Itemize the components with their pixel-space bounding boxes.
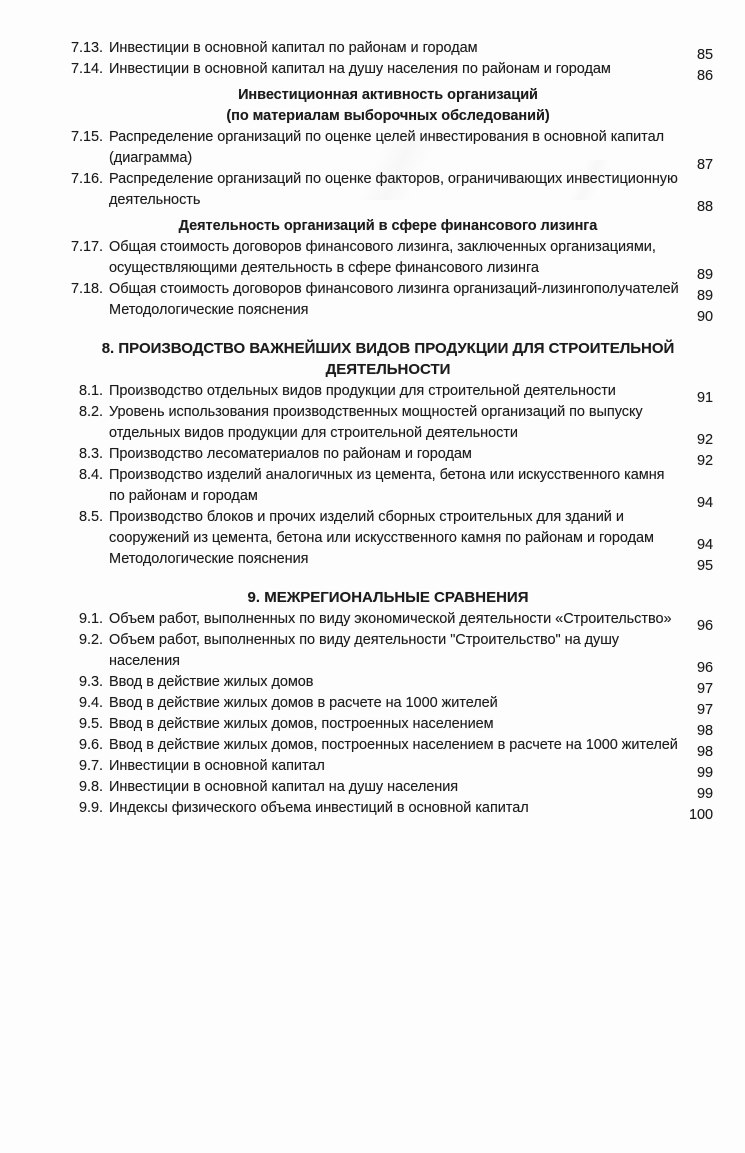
table-of-contents [0,38,745,823]
toc-entry-title-line: Объем работ, выполненных по виду экономической деятельности «Строительство» [109,611,672,627]
toc-entry [63,279,713,304]
toc-entry-number: 7.16. [71,171,103,187]
toc-entry-title-line: деятельность [109,192,201,208]
toc-entry [63,300,713,325]
toc-entry-title-line: Объем работ, выполненных по виду деятельности "Строительство" на душу [109,632,619,648]
toc-entry-page-number: 95 [696,558,713,574]
toc-entry-title [103,381,667,402]
toc-entry-number: 9.1. [79,611,103,627]
toc-entry [63,798,713,823]
toc-entry-page-number: 86 [696,68,713,84]
toc-entry-title-line: Индексы физического объема инвестиций в основной капитал [109,800,529,816]
toc-entry-title-line: Инвестиции в основной капитал на душу населения [109,779,459,795]
heading-line: 9. МЕЖРЕГИОНАЛЬНЫЕ СРАВНЕНИЯ [247,589,529,606]
toc-entry-page-number: 99 [696,765,713,781]
toc-entry-page-number: 85 [696,47,713,63]
toc-entry-title-line: осуществляющими деятельность в сфере финансового лизинга [109,260,539,276]
toc-entry-page-number: 89 [696,267,713,283]
toc-entry-page-number: 97 [696,681,713,697]
toc-entry-title [103,127,667,169]
toc-entry [63,549,713,574]
toc-entry [63,609,713,634]
toc-entry-number: 7.14. [71,61,103,77]
heading-line: ДЕЯТЕЛЬНОСТИ [325,361,451,378]
toc-entry [63,127,713,173]
toc-entry [63,169,713,215]
toc-entry-title-line: Производство отдельных видов продукции для строительной деятельности [109,383,616,399]
toc-entry [63,630,713,676]
toc-entry-page-number: 89 [696,288,713,304]
toc-entry-page-number: 99 [696,786,713,802]
toc-entry-title-line: Ввод в действие жилых домов, построенных населением [109,716,494,732]
toc-entry-page-number: 94 [696,495,713,511]
toc-entry-number: 9.3. [79,674,103,690]
toc-entry-title-line: Производство лесоматериалов по районам и городам [109,446,472,462]
heading-line: (по материалам выборочных обследований) [226,108,550,124]
heading-line: 8. ПРОИЗВОДСТВО ВАЖНЕЙШИХ ВИДОВ ПРОДУКЦИИ ДЛЯ СТРОИТЕЛЬНОЙ [101,340,675,357]
toc-entry-title [103,237,667,279]
toc-entry [63,693,713,718]
toc-entry-title-line: Ввод в действие жилых домов, построенных населением в расчете на 1000 жителей [109,737,678,753]
toc-entry-page-number: 96 [696,618,713,634]
toc-entry [63,59,713,84]
toc-entry-page-number: 87 [696,157,713,173]
toc-entry-page-number: 88 [696,199,713,215]
toc-entry [63,714,713,739]
toc-entry-number: 9.9. [79,800,103,816]
toc-entry-number: 7.15. [71,129,103,145]
toc-entry-title [103,735,678,756]
toc-entry-title [103,300,667,321]
toc-entry-page-number: 98 [696,723,713,739]
toc-entry [63,465,713,511]
toc-entry-number: 8.3. [79,446,103,462]
toc-entry-number: 7.18. [71,281,103,297]
toc-entry-title [103,798,667,819]
toc-entry-page-number: 100 [688,807,713,823]
toc-entry-title-line: (диаграмма) [109,150,193,166]
toc-entry-title-line: Уровень использования производственных мощностей организаций по выпуску [109,404,643,420]
toc-entry-number: 8.1. [79,383,103,399]
toc-entry [63,444,713,469]
toc-entry-page-number: 96 [696,660,713,676]
toc-entry-number: 9.8. [79,779,103,795]
toc-entry [63,507,713,553]
toc-entry [63,735,713,760]
toc-entry-number: 9.7. [79,758,103,774]
toc-entry-title [103,444,667,465]
toc-entry [63,381,713,406]
toc-entry-page-number: 91 [696,390,713,406]
toc-entry-title-line: Распределение организаций по оценке факторов, ограничивающих инвестиционную [109,171,678,187]
toc-entry-title-line: Инвестиции в основной капитал [109,758,325,774]
toc-entry-title-line: сооружений из цемента, бетона или искусственного камня по районам и городам [109,530,654,546]
toc-entry-title [103,549,667,570]
toc-entry-title-line: Производство изделий аналогичных из цемента, бетона или искусственного камня [109,467,665,483]
toc-entry-title [103,756,667,777]
toc-entry-number: 9.6. [79,737,103,753]
toc-entry-title-line: населения [109,653,180,669]
toc-entry-title [103,402,667,444]
toc-entry-number: 8.2. [79,404,103,420]
toc-entry-title [103,777,667,798]
toc-subsection-heading [63,85,713,127]
toc-entry [63,402,713,448]
toc-entry-title-line: Производство блоков и прочих изделий сборных строительных для зданий и [109,509,624,525]
toc-entry-title [103,279,679,300]
toc-entry-title-line: Ввод в действие жилых домов [109,674,314,690]
toc-entry-page-number: 92 [696,453,713,469]
toc-section-heading [63,587,713,608]
toc-entry-page-number: 90 [696,309,713,325]
toc-entry-title [103,59,667,80]
toc-entry-title-line: Ввод в действие жилых домов в расчете на 1000 жителей [109,695,498,711]
toc-entry-title-line: по районам и городам [109,488,258,504]
toc-entry-page-number: 94 [696,537,713,553]
toc-entry [63,237,713,283]
toc-entry-title [103,714,667,735]
toc-entry-title-line: Инвестиции в основной капитал на душу населения по районам и городам [109,61,611,77]
toc-entry-number: 9.2. [79,632,103,648]
toc-entry-title-line: Инвестиции в основной капитал по районам и городам [109,40,478,56]
toc-entry-page-number: 98 [696,744,713,760]
toc-entry [63,756,713,781]
toc-entry-title-line: Общая стоимость договоров финансового лизинга, заключенных организациями, [109,239,656,255]
toc-entry-title [103,672,667,693]
toc-entry-title [103,609,672,630]
heading-line: Инвестиционная активность организаций [238,87,538,103]
toc-entry-number: 7.17. [71,239,103,255]
toc-entry [63,777,713,802]
toc-entry [63,38,713,63]
toc-entry-title-line: Методологические пояснения [109,302,309,318]
heading-line: Деятельность организаций в сфере финансового лизинга [178,218,598,234]
toc-entry-title [103,38,667,59]
toc-entry-number: 8.4. [79,467,103,483]
toc-entry [63,672,713,697]
toc-subsection-heading [63,216,713,237]
toc-entry-title [103,465,667,507]
toc-entry-number: 7.13. [71,40,103,56]
toc-entry-title-line: Общая стоимость договоров финансового лизинга организаций-лизингополучателей [109,281,679,297]
toc-entry-title-line: отдельных видов продукции для строительной деятельности [109,425,518,441]
toc-entry-number: 9.5. [79,716,103,732]
toc-entry-title-line: Методологические пояснения [109,551,309,567]
toc-entry-title [103,693,667,714]
toc-entry-title [103,507,667,549]
toc-entry-page-number: 92 [696,432,713,448]
toc-section-heading [63,338,713,380]
toc-entry-page-number: 97 [696,702,713,718]
toc-entry-title-line: Распределение организаций по оценке целей инвестирования в основной капитал [109,129,665,145]
toc-entry-title [103,169,678,211]
toc-entry-number: 9.4. [79,695,103,711]
toc-entry-number: 8.5. [79,509,103,525]
toc-entry-title [103,630,667,672]
